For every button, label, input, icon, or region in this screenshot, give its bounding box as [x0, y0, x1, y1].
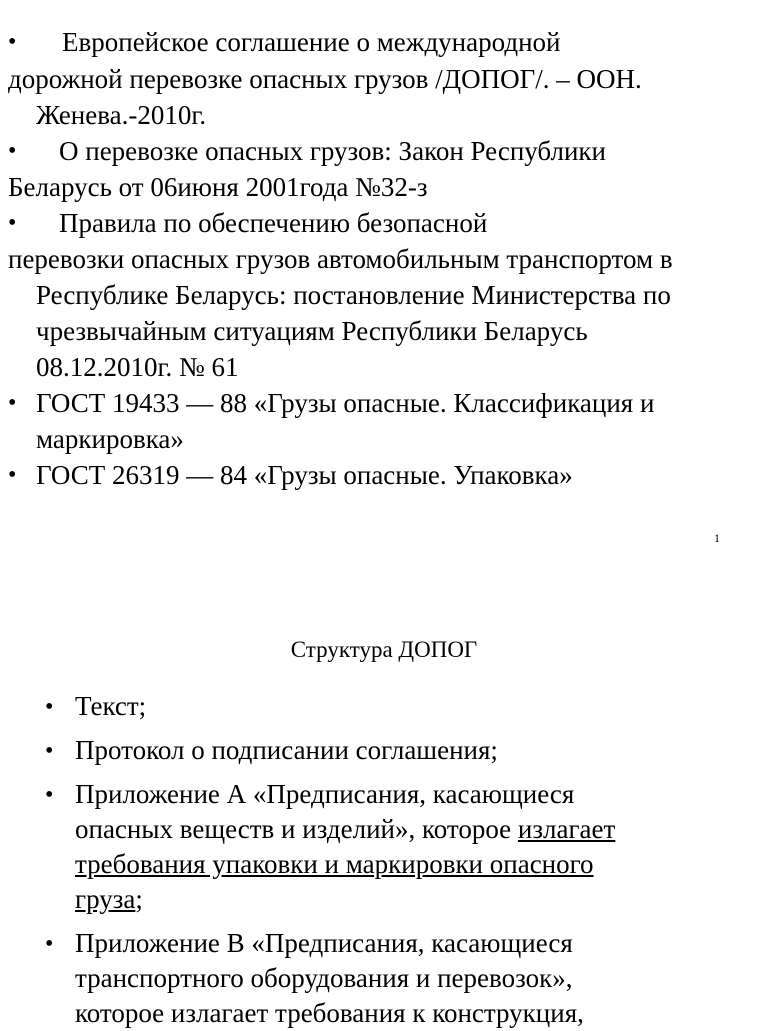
reference-4-line-2: маркировка»	[36, 424, 184, 454]
annex-b-line-1: Приложение В «Предписания, касающиеся	[75, 928, 573, 958]
reference-5-line-1: ГОСТ 26319 — 84 «Грузы опасные. Упаковка»	[36, 460, 573, 490]
reference-4-line-1: ГОСТ 19433 — 88 «Грузы опасные. Классификация и	[36, 388, 655, 418]
bullet-marker: •	[45, 931, 54, 957]
reference-3-line-2: перевозки опасных грузов автомобильным транспортом в	[8, 244, 673, 274]
reference-2-line-2: Беларусь от 06июня 2001года №32-з	[8, 172, 428, 202]
structure-item-text: Текст;	[75, 691, 147, 721]
annex-a-line-4	[75, 882, 143, 917]
page-number: 1	[714, 531, 720, 545]
annex-a-line-2	[75, 812, 615, 847]
bullet-marker: •	[8, 390, 17, 416]
reference-1-line-3: Женева.-2010г.	[36, 100, 207, 130]
annex-a-underlined-text: излагает	[517, 814, 616, 844]
bullet-marker: •	[8, 138, 17, 164]
bullet-marker: •	[45, 694, 54, 720]
annex-b-line-3: которое излагает требования к конструкция,	[75, 998, 584, 1028]
bullet-marker: •	[45, 782, 54, 808]
bullet-marker: •	[8, 29, 17, 55]
bullet-marker: •	[45, 738, 54, 764]
reference-2-line-1: О перевозке опасных грузов: Закон Республики	[59, 136, 606, 166]
bullet-marker: •	[8, 462, 17, 488]
annex-a-line-2-text: опасных веществ и изделий», которое	[75, 814, 518, 844]
reference-3-line-5: 08.12.2010г. № 61	[36, 352, 239, 382]
structure-item-protocol: Протокол о подписании соглашения;	[75, 735, 498, 765]
bullet-marker: •	[8, 210, 17, 236]
annex-a-line-3: требования упаковки и маркировки опасного	[75, 849, 594, 879]
reference-3-line-1: Правила по обеспечению безопасной	[59, 208, 488, 238]
annex-a-underlined-end: груза	[75, 884, 136, 914]
reference-3-line-3: Республике Беларусь: постановление Министерства по	[36, 280, 671, 310]
reference-3-line-4: чрезвычайным ситуациям Республики Беларусь	[36, 316, 588, 346]
slide-title: Структура ДОПОГ	[290, 637, 478, 662]
annex-a-line-4-tail: ;	[135, 884, 143, 914]
annex-b-line-2: транспортного оборудования и перевозок»,	[75, 963, 573, 993]
annex-a-line-1: Приложение А «Предписания, касающиеся	[75, 779, 575, 809]
reference-1-line-2: дорожной перевозке опасных грузов /ДОПОГ/. – ООН.	[8, 64, 642, 94]
reference-1-line-1: Европейское соглашение о международной	[62, 27, 561, 57]
